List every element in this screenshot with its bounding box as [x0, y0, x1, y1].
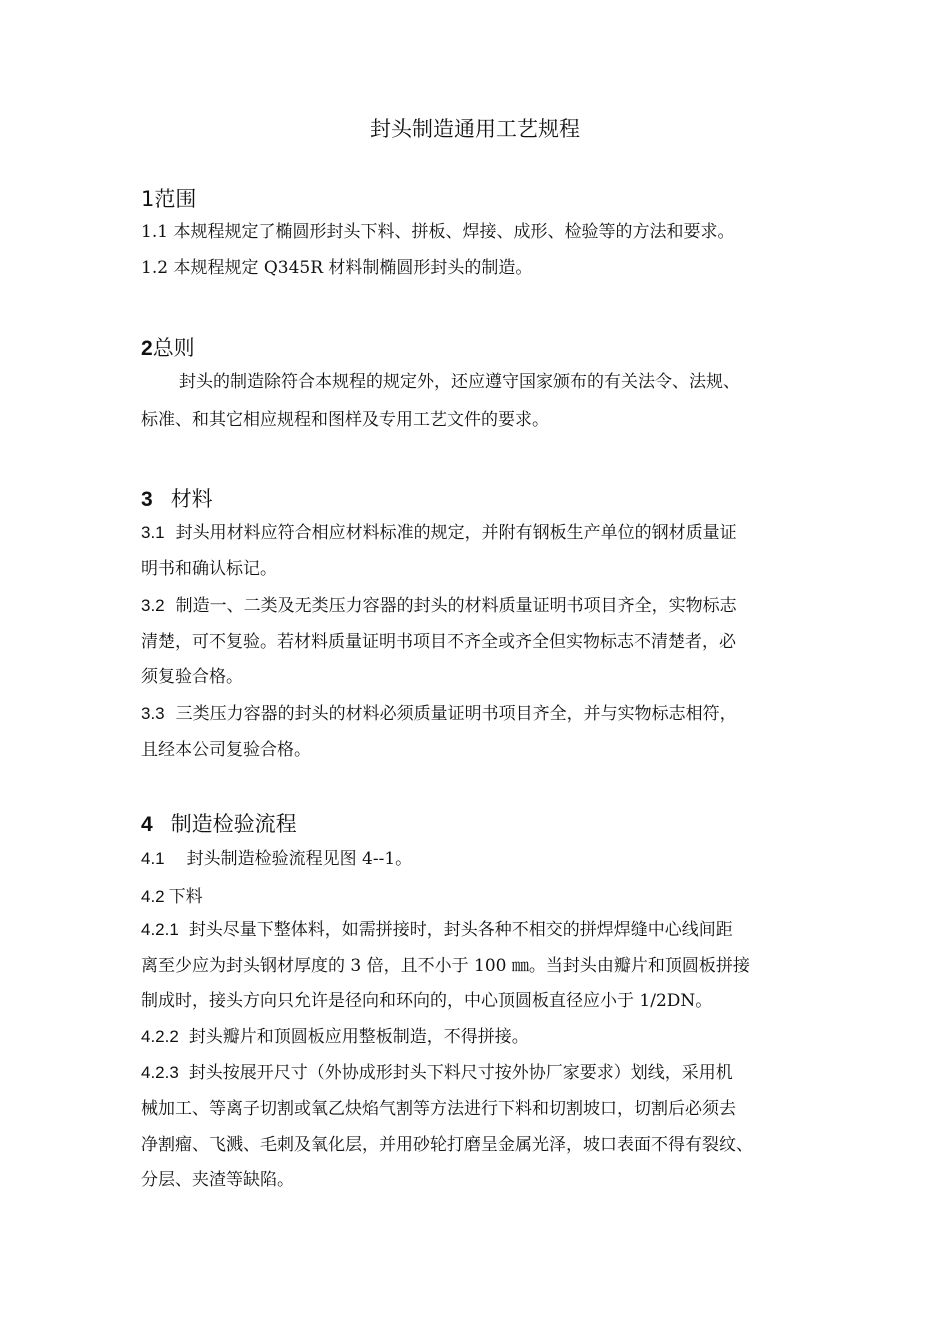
section-4-number: 4: [141, 813, 153, 836]
section-3-title: 材料: [170, 487, 213, 511]
item-3-1-line-1: [141, 523, 737, 543]
paragraph-2-line-1: 封头的制造除符合本规程的规定外，还应遵守国家颁布的有关法令、法规、: [179, 372, 740, 392]
section-2-heading: [141, 335, 195, 362]
section-3-number: 3: [141, 488, 153, 511]
item-3-1-number: 3.1: [141, 523, 165, 542]
paragraph-2-line-2: 标准、和其它相应规程和图样及专用工艺文件的要求。: [141, 410, 549, 430]
section-2-number: 2: [141, 337, 153, 360]
section-1-title: 范围: [154, 187, 197, 211]
section-2-title: 总则: [152, 336, 195, 360]
item-3-1-line-2: 明书和确认标记。: [141, 559, 277, 579]
item-4-2-1-line-1: [141, 920, 733, 940]
item-4-2-2: [141, 1027, 529, 1047]
item-3-1-text: 封头用材料应符合相应材料标准的规定，并附有钢板生产单位的钢材质量证: [175, 523, 737, 543]
section-1-number: 1: [141, 187, 155, 211]
section-4-heading: [141, 811, 297, 838]
item-3-2-line-1: [141, 596, 737, 616]
item-4-2-text: 下料: [168, 887, 203, 907]
section-1-heading: [141, 186, 196, 212]
item-3-3-line-2: 且经本公司复验合格。: [141, 740, 311, 760]
item-4-2-3-line-1: [141, 1063, 733, 1083]
item-4-2-1-line-3: 制成时，接头方向只允许是径向和环向的，中心顶圆板直径应小于 1/2DN。: [141, 991, 713, 1011]
paragraph-1-1: 1.1 本规程规定了椭圆形封头下料、拼板、焊接、成形、检验等的方法和要求。: [141, 222, 735, 242]
item-3-2-text: 制造一、二类及无类压力容器的封头的材料质量证明书项目齐全，实物标志: [175, 596, 737, 616]
document-title: 封头制造通用工艺规程: [370, 117, 580, 141]
item-4-2-3-line-2: 械加工、等离子切割或氧乙炔焰气割等方法进行下料和切割坡口，切割后必须去: [141, 1099, 736, 1119]
item-4-1: [141, 849, 412, 869]
section-3-heading: [141, 486, 213, 513]
item-3-2-line-2: 清楚，可不复验。若材料质量证明书项目不齐全或齐全但实物标志不清楚者，必: [141, 632, 736, 652]
section-4-title: 制造检验流程: [170, 812, 297, 836]
item-3-3-text: 三类压力容器的封头的材料必须质量证明书项目齐全，并与实物标志相符，: [175, 704, 737, 724]
item-4-2-3-text: 封头按展开尺寸（外协成形封头下料尺寸按外协厂家要求）划线，采用机: [188, 1063, 733, 1083]
paragraph-1-2: 1.2 本规程规定 Q345R 材料制椭圆形封头的制造。: [141, 258, 533, 278]
item-4-2-2-number: 4.2.2: [141, 1027, 179, 1046]
item-3-2-line-3: 须复验合格。: [141, 667, 243, 687]
item-3-2-number: 3.2: [141, 596, 165, 615]
item-4-2: [141, 887, 203, 907]
item-4-2-3-line-3: 净割瘤、飞溅、毛刺及氧化层，并用砂轮打磨呈金属光泽，坡口表面不得有裂纹、: [141, 1135, 753, 1155]
item-4-1-number: 4.1: [141, 849, 165, 868]
item-4-2-1-line-2: 离至少应为封头钢材厚度的 3 倍，且不小于 100 ㎜。当封头由瓣片和顶圆板拼接: [141, 956, 750, 976]
item-4-2-number: 4.2: [141, 887, 165, 906]
item-3-3-line-1: [141, 704, 737, 724]
item-4-2-2-text: 封头瓣片和顶圆板应用整板制造，不得拼接。: [188, 1027, 529, 1047]
item-4-1-text: 封头制造检验流程见图 4--1。: [186, 849, 413, 869]
item-3-3-number: 3.3: [141, 704, 165, 723]
item-4-2-1-number: 4.2.1: [141, 920, 179, 939]
item-4-2-3-number: 4.2.3: [141, 1063, 179, 1082]
item-4-2-3-line-4: 分层、夹渣等缺陷。: [141, 1170, 294, 1190]
item-4-2-1-text: 封头尽量下整体料，如需拼接时，封头各种不相交的拼焊焊缝中心线间距: [188, 920, 733, 940]
